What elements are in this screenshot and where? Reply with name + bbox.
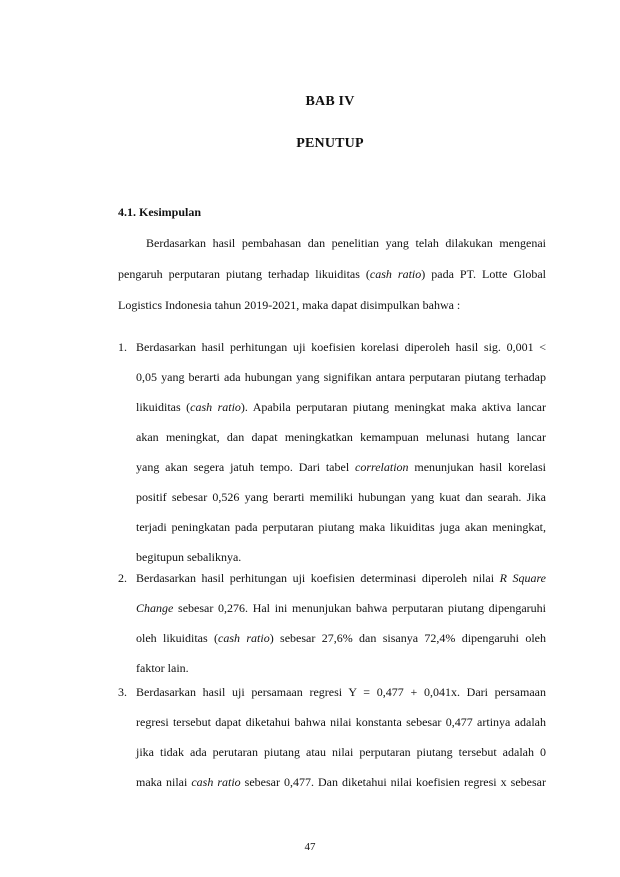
- page-number: 47: [304, 841, 316, 853]
- section-heading: 4.1. Kesimpulan: [118, 205, 202, 219]
- list-item-number: 3.: [118, 685, 127, 699]
- list-item-line: oleh likuiditas (cash ratio) sebesar 27,6% dan sisanya 72,4% dipengaruhi oleh: [136, 631, 547, 645]
- list-item-number: 2.: [118, 571, 127, 585]
- list-item-line: yang akan segera jatuh tempo. Dari tabel correlation menunjukan hasil korelasi: [136, 460, 546, 474]
- list-item-line: maka nilai cash ratio sebesar 0,477. Dan diketahui nilai koefisien regresi x sebesar: [136, 775, 546, 789]
- list-item-line: faktor lain.: [136, 661, 189, 675]
- list-item-line: akan meningkat, dan dapat meningkatkan kemampuan melunasi hutang lancar: [136, 430, 546, 444]
- intro-line: Berdasarkan hasil pembahasan dan penelitian yang telah dilakukan mengenai: [146, 236, 546, 250]
- chapter-number: BAB IV: [305, 94, 355, 109]
- list-item-line: regresi tersebut dapat diketahui bahwa nilai konstanta sebesar 0,477 artinya adalah: [136, 715, 546, 729]
- intro-line: pengaruh perputaran piutang terhadap likuiditas (cash ratio) pada PT. Lotte Global: [118, 267, 547, 281]
- list-item-line: Change sebesar 0,276. Hal ini menunjukan bahwa perputaran piutang dipengaruhi: [136, 601, 546, 615]
- list-item-line: Berdasarkan hasil perhitungan uji koefisien korelasi diperoleh hasil sig. 0,001 <: [136, 340, 546, 354]
- intro-line: Logistics Indonesia tahun 2019-2021, maka dapat disimpulkan bahwa :: [118, 298, 461, 312]
- list-item-line: positif sebesar 0,526 yang berarti memiliki hubungan yang kuat dan searah. Jika: [136, 490, 546, 504]
- list-item-line: terjadi peningkatan pada perputaran piutang maka likuiditas juga akan meningkat,: [136, 520, 546, 534]
- list-item-line: Berdasarkan hasil uji persamaan regresi Y = 0,477 + 0,041x. Dari persamaan: [136, 685, 546, 699]
- list-item-line: begitupun sebaliknya.: [136, 550, 242, 564]
- chapter-title: PENUTUP: [296, 136, 364, 151]
- list-item-line: likuiditas (cash ratio). Apabila perputaran piutang meningkat maka aktiva lancar: [136, 400, 546, 414]
- list-item-line: Berdasarkan hasil perhitungan uji koefisien determinasi diperoleh nilai R Square: [136, 571, 547, 585]
- list-item-line: 0,05 yang berarti ada hubungan yang signifikan antara perputaran piutang terhadap: [136, 370, 546, 384]
- list-item-number: 1.: [118, 340, 127, 354]
- list-item-line: jika tidak ada perutaran piutang atau nilai perputaran piutang tersebut adalah 0: [136, 745, 546, 759]
